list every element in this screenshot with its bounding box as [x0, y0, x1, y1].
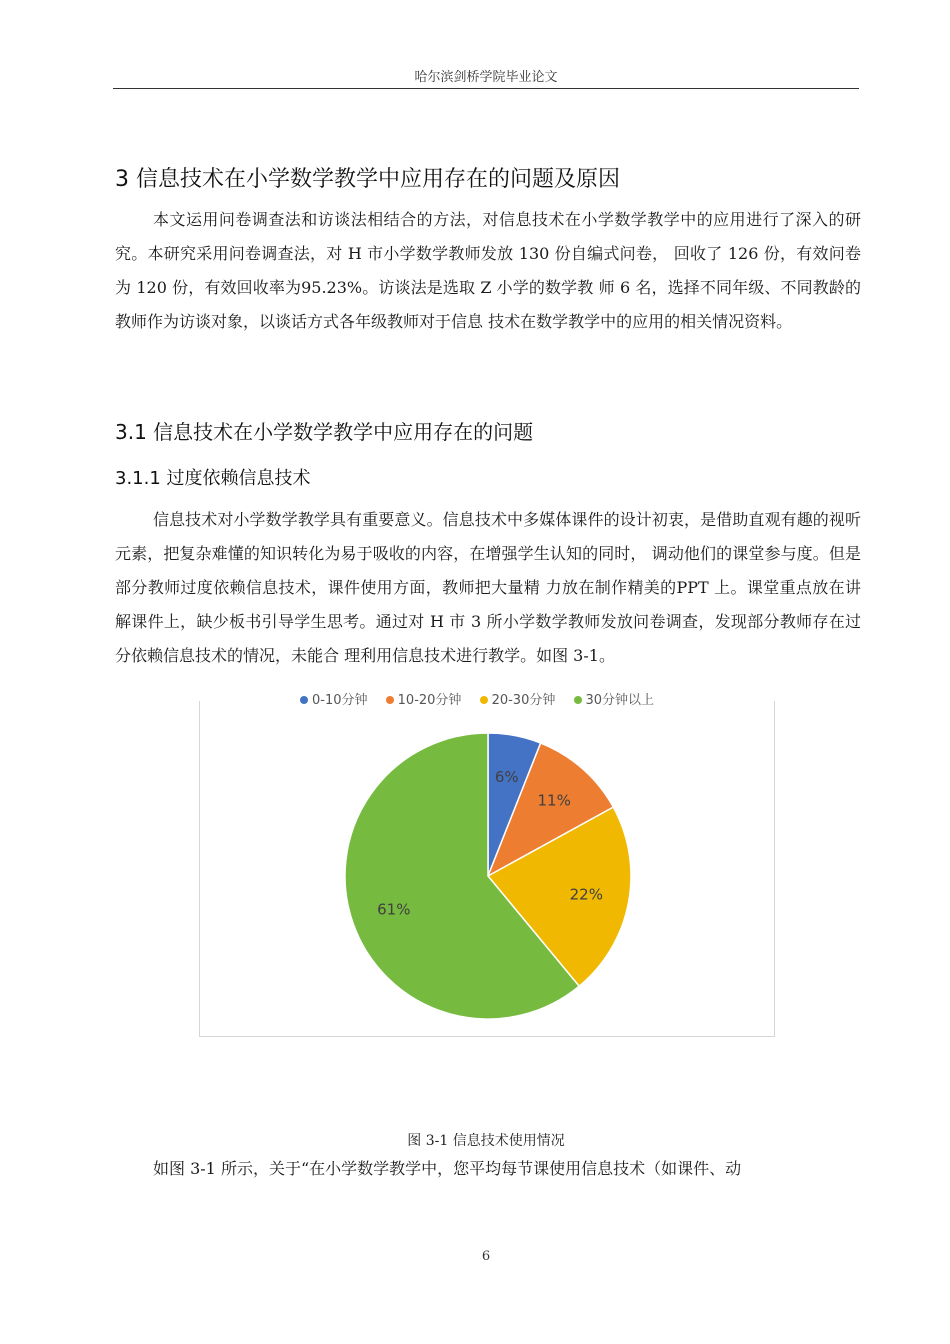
- figure-caption: 图 3-1 信息技术使用情况: [407, 1133, 565, 1149]
- continuation-paragraph: 如图 3-1 所示，关于“在小学数学教学中，您平均每节课使用信息技术（如课件、动: [153, 1159, 742, 1178]
- pie-chart: [200, 701, 776, 1037]
- pie-data-label: 11%: [537, 791, 571, 810]
- pie-data-label: 22%: [569, 885, 603, 904]
- page-number: 6: [481, 1249, 491, 1264]
- legend-label: 30分钟以上: [585, 693, 655, 708]
- legend-label: 0-10分钟: [312, 693, 368, 708]
- subsubsection-heading: 3.1.1 过度依赖信息技术: [115, 468, 311, 489]
- pie-chart-figure: [199, 693, 775, 1037]
- pie-data-label: 61%: [377, 900, 411, 919]
- header-rule: [113, 88, 859, 89]
- legend-label: 10-20分钟: [397, 693, 462, 708]
- legend-label: 20-30分钟: [491, 693, 556, 708]
- running-header: 哈尔滨剑桥学院毕业论文: [414, 70, 558, 85]
- pie-data-label: 6%: [494, 768, 519, 787]
- subsubsection-paragraph: 信息技术对小学数学教学具有重要意义。信息技术中多媒体课件的设计初衷，是借助直观有趣的视听元素，把复杂难懂的知识转化为易于吸收的内容，在增强学生认知的同时， 调动他们的课堂参与度。但是部分教师过度依赖信息技术，课件使用方面，教师把大量精 力放在制作精美的PPT 上。课堂重点放在讲解课件上，缺少板书引导学生思考。通过对 H 市 3 所小学数学教师发放问卷调查，发现部分教师存在过分依赖信息技术的情况，未能合 理利用信息技术进行教学。如图 3-1。: [115, 510, 861, 665]
- subsection-heading: 3.1 信息技术在小学数学教学中应用存在的问题: [115, 420, 534, 444]
- section-heading: 3 信息技术在小学数学教学中应用存在的问题及原因: [115, 167, 620, 192]
- section-paragraph: 本文运用问卷调查法和访谈法相结合的方法，对信息技术在小学数学教学中的应用进行了深入的研究。本研究采用问卷调查法，对 H 市小学数学教师发放 130 份自编式问卷， 回收了 126 份，有效问卷为 120 份，有效回收率为95.23%。访谈法是选取 Z 小学的数学教 师 6 名，选择不同年级、不同教龄的教师作为访谈对象，以谈话方式各年级教师对于信息 技术在数学教学中的应用的相关情况资料。: [115, 210, 861, 331]
